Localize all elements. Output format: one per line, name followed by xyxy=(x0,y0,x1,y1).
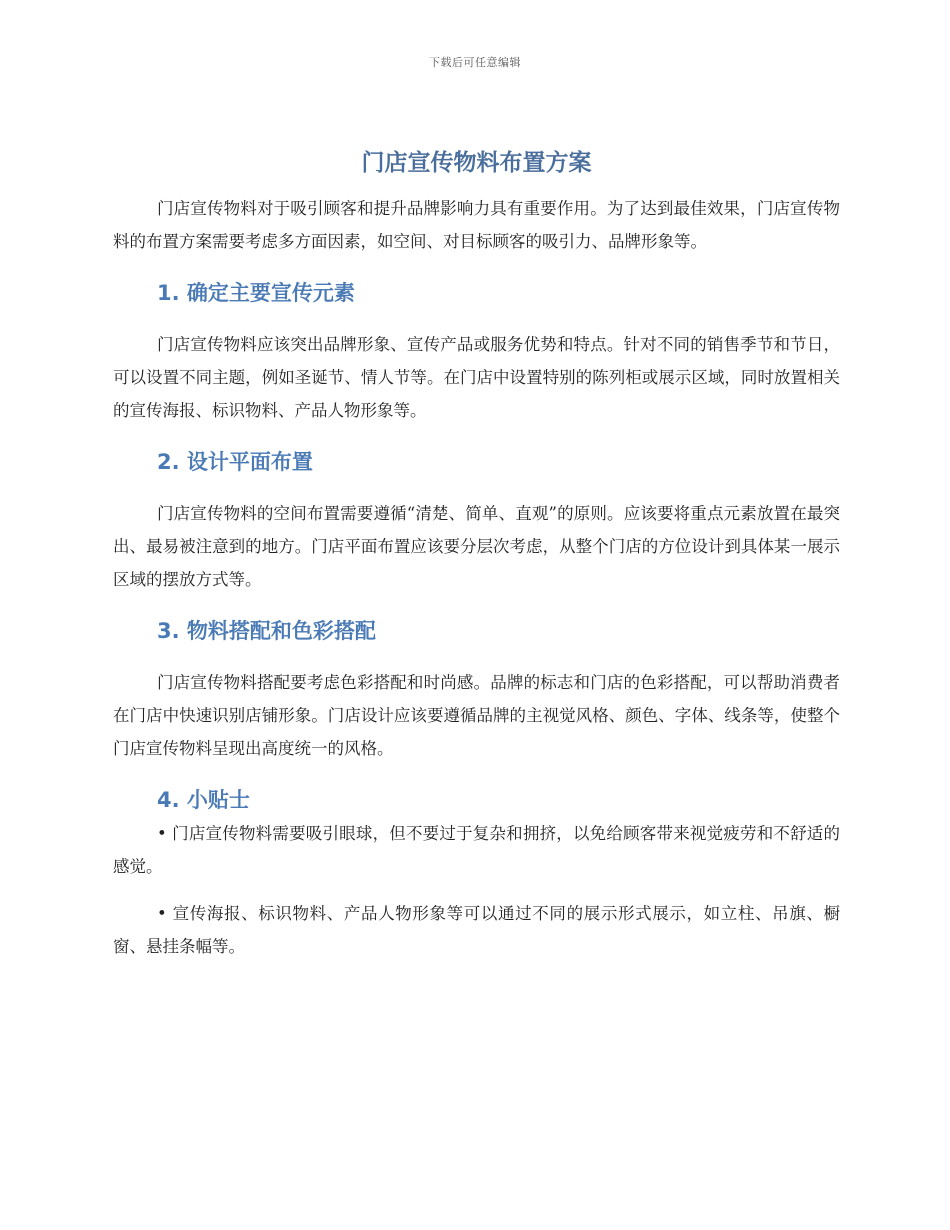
tip-item-1: • 门店宣传物料需要吸引眼球，但不要过于复杂和拥挤，以免给顾客带来视觉疲劳和不舒适的感觉。 xyxy=(113,824,840,876)
section-heading-3: 3. 物料搭配和色彩搭配 xyxy=(157,619,376,643)
section-heading-2: 2. 设计平面布置 xyxy=(157,450,313,474)
tip-item-2: • 宣传海报、标识物料、产品人物形象等可以通过不同的展示形式展示，如立柱、吊旗、橱窗、悬挂条幅等。 xyxy=(113,904,840,956)
section-heading-1: 1. 确定主要宣传元素 xyxy=(157,281,355,305)
header-note: 下载后可任意编辑 xyxy=(429,56,521,69)
section-heading-4: 4. 小贴士 xyxy=(157,788,250,812)
section-body-2: 门店宣传物料的空间布置需要遵循“清楚、简单、直观”的原则。应该要将重点元素放置在最突出、最易被注意到的地方。门店平面布置应该要分层次考虑，从整个门店的方位设计到具体某一展示区域的摆放方式等。 xyxy=(113,504,840,589)
document-title: 门店宣传物料布置方案 xyxy=(361,150,592,176)
section-body-1: 门店宣传物料应该突出品牌形象、宣传产品或服务优势和特点。针对不同的销售季节和节日，可以设置不同主题，例如圣诞节、情人节等。在门店中设置特别的陈列柜或展示区域，同时放置相关的宣传海报、标识物料、产品人物形象等。 xyxy=(113,335,840,420)
intro-paragraph: 门店宣传物料对于吸引顾客和提升品牌影响力具有重要作用。为了达到最佳效果，门店宣传物料的布置方案需要考虑多方面因素，如空间、对目标顾客的吸引力、品牌形象等。 xyxy=(113,199,840,251)
section-body-3: 门店宣传物料搭配要考虑色彩搭配和时尚感。品牌的标志和门店的色彩搭配，可以帮助消费者在门店中快速识别店铺形象。门店设计应该要遵循品牌的主视觉风格、颜色、字体、线条等，使整个门店宣传物料呈现出高度统一的风格。 xyxy=(113,673,840,758)
document-body xyxy=(113,146,840,963)
